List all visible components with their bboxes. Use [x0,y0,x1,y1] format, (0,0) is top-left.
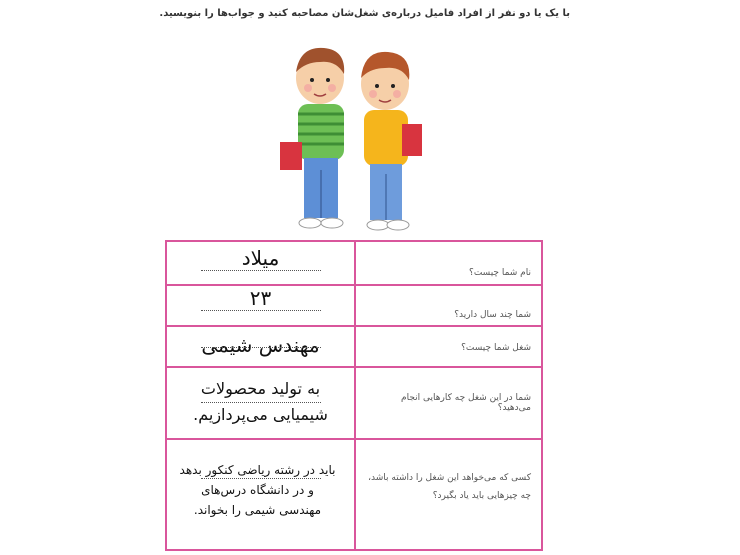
question-age: شما چند سال دارید؟ [454,309,531,320]
question-cell [356,286,541,325]
dotted-line [201,478,321,479]
dotted-line [201,310,321,311]
answer-age: ۲۳ [249,286,272,310]
answer-cell [167,368,354,438]
question-cell [356,242,541,284]
answer-cell [167,242,354,284]
answer-cell [167,440,354,553]
question-duties: شما در این شغل چه کارهایی انجام می‌دهید؟ [401,393,531,413]
answer-name: میلاد [241,246,280,270]
answer-learn-line-3: مهندسی شیمی را بخواند. [193,503,322,517]
dotted-line [201,270,321,271]
question-learn: کسی که می‌خواهد این شغل را داشته باشد، چه چیزهایی باید یاد بگیرد؟ [368,472,531,501]
answer-job: مهندس شیمی [201,333,320,357]
interview-table [165,240,543,551]
answer-learn-line-2: و در دانشگاه درس‌های [201,483,314,497]
two-boys-illustration [270,40,440,235]
question-cell [356,368,541,438]
boy-right [361,52,422,230]
answer-duties-line-2: شیمیایی می‌پردازیم. [193,405,328,424]
table-row [167,366,541,438]
question-cell [356,440,541,553]
question-job: شغل شما چیست؟ [461,342,531,353]
table-row [167,242,541,284]
boy-left [280,48,344,228]
answer-cell [167,286,354,325]
question-cell [356,327,541,366]
table-row [167,325,541,366]
answer-learn-line-1: باید در رشته ریاضی کنکور بدهد [179,463,336,477]
dotted-line [201,347,321,348]
instruction-text: با یک یا دو نفر از افراد فامیل درباره‌ی شغل‌شان مصاحبه کنید و جواب‌ها را بنویسید. [159,8,570,19]
question-name: نام شما چیست؟ [469,268,531,278]
answer-cell [167,327,354,366]
table-row [167,284,541,325]
table-row [167,438,541,553]
answer-duties-line-1: به تولید محصولات [200,379,321,398]
